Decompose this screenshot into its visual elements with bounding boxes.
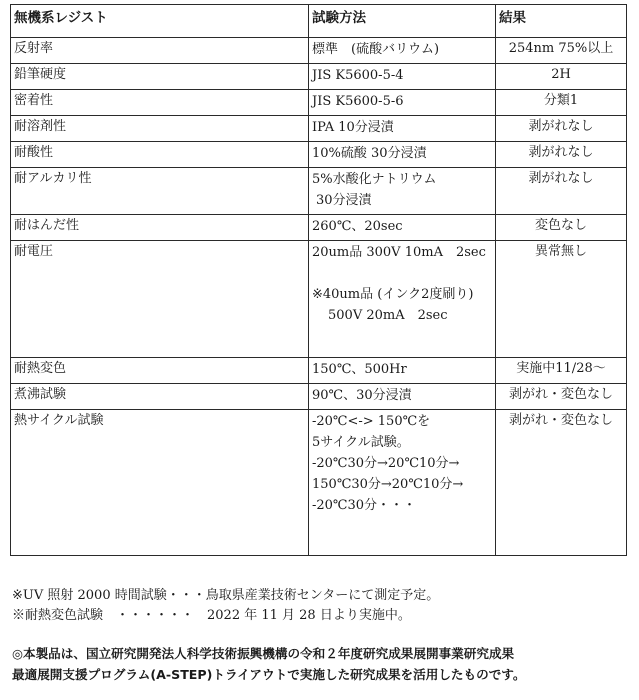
row-method — [309, 64, 496, 90]
method-line: JIS K5600-5-6 — [312, 94, 404, 109]
row-result: 2H — [496, 64, 627, 90]
header-method: 試験方法 — [309, 5, 496, 38]
row-method — [309, 410, 496, 556]
header-resist: 無機系レジスト — [11, 5, 309, 38]
table-row — [11, 358, 627, 384]
row-method — [309, 38, 496, 64]
note-uv-test: ※UV 照射 2000 時間試験・・・鳥取県産業技術センターにて測定予定。 — [12, 588, 440, 603]
method-line — [312, 264, 492, 285]
notes-section — [12, 586, 627, 626]
method-line: 30分浸漬 — [316, 193, 372, 208]
row-item: 熱サイクル試験 — [11, 410, 309, 556]
row-method — [309, 358, 496, 384]
row-result: 剥がれ・変色なし — [496, 384, 627, 410]
row-item: 鉛筆硬度 — [11, 64, 309, 90]
row-method — [309, 215, 496, 241]
table-row — [11, 241, 627, 358]
row-result: 254nm 75%以上 — [496, 38, 627, 64]
table-row — [11, 64, 627, 90]
method-line: IPA 10分浸漬 — [312, 120, 394, 135]
method-line: 500V 20mA 2sec — [328, 308, 448, 323]
row-result: 変色なし — [496, 215, 627, 241]
method-line: 10%硫酸 30分浸漬 — [312, 146, 427, 161]
method-line: ※40um品 (インク2度刷り) — [312, 287, 474, 302]
method-line: 標準 (硫酸バリウム) — [312, 42, 440, 57]
row-method — [309, 142, 496, 168]
row-item: 耐溶剤性 — [11, 116, 309, 142]
row-method — [309, 90, 496, 116]
row-item: 密着性 — [11, 90, 309, 116]
row-item: 耐電圧 — [11, 241, 309, 358]
header-result: 結果 — [496, 5, 627, 38]
table-row — [11, 90, 627, 116]
table-header-row — [11, 5, 627, 38]
row-method — [309, 384, 496, 410]
method-line: -20℃<-> 150℃を — [312, 414, 431, 429]
method-line — [312, 327, 492, 348]
funding-line: 最適展開支援プログラム(A-STEP)トライアウトで実施した研究成果を活用したものです。 — [12, 667, 526, 682]
method-line: 260℃、20sec — [312, 219, 403, 234]
row-result: 剥がれなし — [496, 116, 627, 142]
row-result: 実施中11/28〜 — [496, 358, 627, 384]
method-line: 150℃、500Hr — [312, 362, 407, 377]
funding-line: ◎本製品は、国立研究開発法人科学技術振興機構の令和２年度研究成果展開事業研究成果 — [12, 646, 515, 661]
row-result: 異常無し — [496, 241, 627, 358]
table-row — [11, 168, 627, 215]
table-row — [11, 384, 627, 410]
row-method — [309, 241, 496, 358]
note-heat-discoloration: ※耐熱変色試験 ・・・・・・ 2022 年 11 月 28 日より実施中。 — [12, 608, 411, 623]
method-line: -20℃30分→20℃10分→ — [312, 456, 460, 471]
funding-statement — [12, 643, 627, 685]
row-method — [309, 116, 496, 142]
row-item: 煮沸試験 — [11, 384, 309, 410]
test-results-table — [10, 4, 627, 556]
row-item: 耐はんだ性 — [11, 215, 309, 241]
row-item: 反射率 — [11, 38, 309, 64]
row-item: 耐熱変色 — [11, 358, 309, 384]
row-result: 剥がれなし — [496, 142, 627, 168]
method-line — [312, 517, 492, 538]
method-line: 150℃30分→20℃10分→ — [312, 477, 464, 492]
method-line: 90℃、30分浸漬 — [312, 388, 412, 403]
method-line: 5サイクル試験。 — [312, 435, 410, 450]
table-row — [11, 116, 627, 142]
row-item: 耐酸性 — [11, 142, 309, 168]
row-method — [309, 168, 496, 215]
row-result: 剥がれ・変色なし — [496, 410, 627, 556]
row-result: 剥がれなし — [496, 168, 627, 215]
table-row — [11, 410, 627, 556]
method-line: 20um品 300V 10mA 2sec — [312, 245, 486, 260]
table-row — [11, 38, 627, 64]
row-item: 耐アルカリ性 — [11, 168, 309, 215]
method-line: JIS K5600-5-4 — [312, 68, 404, 83]
method-line: 5%水酸化ナトリウム — [312, 172, 437, 187]
table-row — [11, 215, 627, 241]
row-result: 分類1 — [496, 90, 627, 116]
table-row — [11, 142, 627, 168]
method-line: -20℃30分・・・ — [312, 498, 417, 513]
